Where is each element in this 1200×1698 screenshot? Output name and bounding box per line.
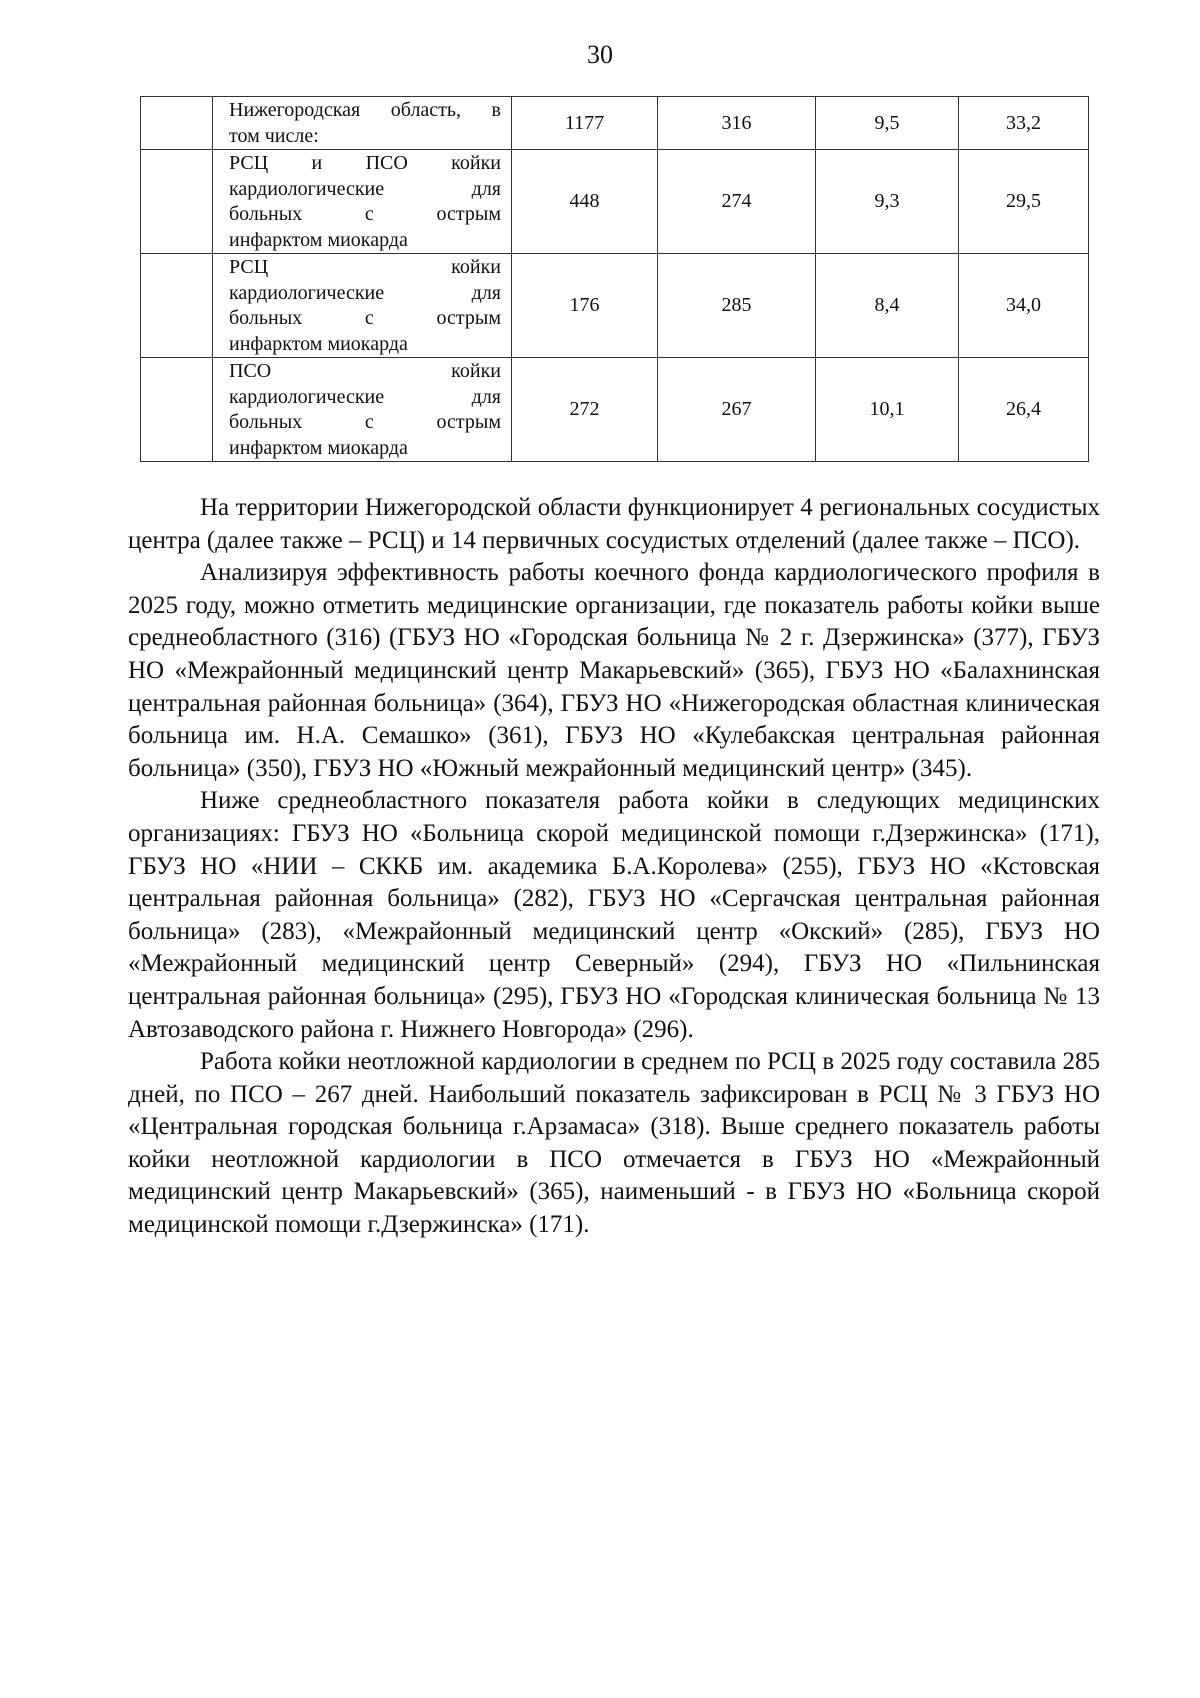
table-cell-value: 34,0 <box>959 254 1089 358</box>
table-cell-value: 274 <box>658 150 816 254</box>
table-cell-description <box>213 358 512 462</box>
page-number: 30 <box>587 40 613 69</box>
table-cell-value: 8,4 <box>816 254 959 358</box>
table-cell-index <box>141 150 213 254</box>
table-cell-value: 316 <box>658 97 816 150</box>
table-cell-description <box>213 254 512 358</box>
table-row <box>141 254 1089 358</box>
table-cell-value: 272 <box>512 358 658 462</box>
body-text <box>128 492 1100 1242</box>
table-cell-description <box>213 97 512 150</box>
table-cell-value: 176 <box>512 254 658 358</box>
description-line: РСЦ койки <box>229 256 501 278</box>
table-cell-index <box>141 254 213 358</box>
description-line: инфарктом миокарда <box>229 436 408 459</box>
description-line: том числе: <box>229 124 319 147</box>
description-line: больных с острым <box>229 307 501 329</box>
table-cell-index <box>141 97 213 150</box>
paragraph: Работа койки неотложной кардиологии в среднем по РСЦ в 2025 году составила 285 дней, по ПСО – 267 дней. Наибольший показатель зафиксирован в РСЦ № 3 ГБУЗ НО «Центральная городская больница г.Арзамаса» (318). Выше среднего показатель работы койки неотложной кардиологии в ПСО отмечается в ГБУЗ НО «Межрайонный медицинский центр Макарьевский» (365), наименьший - в ГБУЗ НО «Больница скорой медицинской помощи г.Дзержинска» (171). <box>128 1048 1100 1239</box>
description-line: РСЦ и ПСО койки <box>229 152 501 174</box>
table-cell-value: 267 <box>658 358 816 462</box>
table-cell-value: 9,3 <box>816 150 959 254</box>
description-line: кардиологические для <box>229 385 501 408</box>
table-row <box>141 150 1089 254</box>
table-row <box>141 97 1089 150</box>
paragraph: На территории Нижегородской области функционирует 4 региональных сосудистых центра (далее также – РСЦ) и 14 первичных сосудистых отделений (далее также – ПСО). <box>128 494 1100 554</box>
description-line: Нижегородская область, в <box>229 99 501 121</box>
table-cell-value: 9,5 <box>816 97 959 150</box>
description-line: инфарктом миокарда <box>229 228 408 251</box>
bed-fund-table <box>140 96 1089 462</box>
description-line: ПСО койки <box>229 360 501 382</box>
description-line: кардиологические для <box>229 177 501 200</box>
table-cell-value: 26,4 <box>959 358 1089 462</box>
table-cell-value: 285 <box>658 254 816 358</box>
description-line: кардиологические для <box>229 281 501 304</box>
description-line: больных с острым <box>229 411 501 433</box>
table-cell-value: 448 <box>512 150 658 254</box>
description-line: больных с острым <box>229 203 501 225</box>
table-row <box>141 358 1089 462</box>
paragraph: Ниже среднеобластного показателя работа койки в следующих медицинских организациях: ГБУЗ НО «Больница скорой медицинской помощи г.Дзержинска» (171), ГБУЗ НО «НИИ – СККБ им. академика Б.А.Королева» (255), ГБУЗ НО «Кстовская центральная районная больница» (282), ГБУЗ НО «Сергачская центральная районная больница» (283), «Межрайонный медицинский центр «Окский» (285), ГБУЗ НО «Межрайонный медицинский центр Северный» (294), ГБУЗ НО «Пильнинская центральная районная больница» (295), ГБУЗ НО «Городская клиническая больница № 13 Автозаводского района г. Нижнего Новгорода» (296). <box>128 787 1100 1043</box>
table-cell-value: 29,5 <box>959 150 1089 254</box>
table-cell-description <box>213 150 512 254</box>
table-cell-index <box>141 358 213 462</box>
table-cell-value: 1177 <box>512 97 658 150</box>
table-cell-value: 33,2 <box>959 97 1089 150</box>
description-line: инфарктом миокарда <box>229 332 408 355</box>
table-cell-value: 10,1 <box>816 358 959 462</box>
paragraph: Анализируя эффективность работы коечного фонда кардиологического профиля в 2025 году, можно отметить медицинские организации, где показатель работы койки выше среднеобластного (316) (ГБУЗ НО «Городская больница № 2 г. Дзержинска» (377), ГБУЗ НО «Межрайонный медицинский центр Макарьевский» (365), ГБУЗ НО «Балахнинская центральная районная больница» (364), ГБУЗ НО «Нижегородская областная клиническая больница им. Н.А. Семашко» (361), ГБУЗ НО «Кулебакская центральная районная больница» (350), ГБУЗ НО «Южный межрайонный медицинский центр» (345). <box>128 559 1100 782</box>
